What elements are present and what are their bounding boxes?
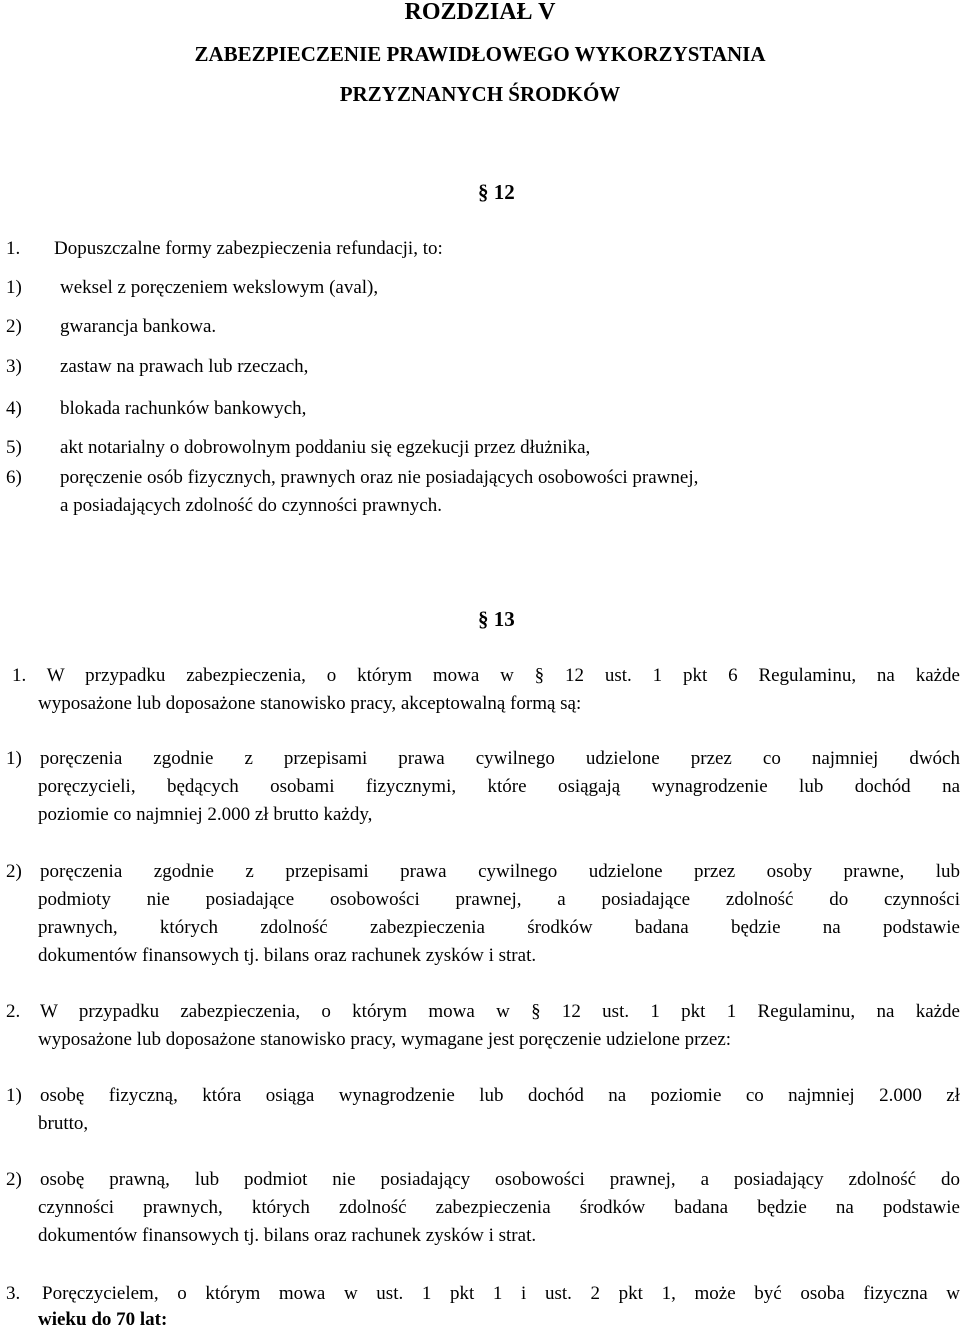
chapter-title: ROZDZIAŁ V	[404, 0, 556, 25]
section-13-p2-item-2-cont	[38, 1194, 960, 1250]
list-item-text: gwarancja bankowa.	[60, 316, 217, 337]
paragraph-line: poręczenia zgodnie z przepisami prawa cywilnego udzielone przez osoby prawne, lub	[40, 861, 960, 882]
section-13-paragraph-3	[42, 1280, 960, 1308]
section-13-p1-item-2	[40, 858, 960, 886]
list-item-number: 4)	[6, 398, 22, 419]
section-13-p2-item-2	[40, 1166, 960, 1194]
paragraph-line: poziomie co najmniej 2.000 zł brutto każdy,	[38, 804, 373, 825]
list-item-number: 1)	[6, 277, 22, 298]
paragraph-line: podmioty nie posiadające osobowości prawnej, a posiadające zdolność do czynności	[38, 889, 960, 910]
list-item-number: 1)	[6, 748, 22, 769]
paragraph-line: wyposażone lub doposażone stanowisko pracy, wymagane jest poręczenie udzielone przez:	[38, 1029, 732, 1050]
paragraph-line: dokumentów finansowych tj. bilans oraz rachunek zysków i strat.	[38, 945, 537, 966]
list-item-text: zastaw na prawach lub rzeczach,	[60, 356, 309, 377]
paragraph-line-bold: wieku do 70 lat:	[38, 1309, 168, 1330]
paragraph-line: dokumentów finansowych tj. bilans oraz rachunek zysków i strat.	[38, 1225, 537, 1246]
list-item-number: 1)	[6, 1085, 22, 1106]
list-item-number: 2)	[6, 861, 22, 882]
section-13-paragraph-2	[40, 998, 960, 1026]
paragraph-line: osobę prawną, lub podmiot nie posiadający osobowości prawnej, a posiadający zdolność do	[40, 1169, 960, 1190]
paragraph-number: 3.	[6, 1283, 21, 1304]
section-12-heading: § 12	[478, 180, 515, 204]
section-13-paragraph-1-cont	[38, 690, 960, 718]
list-item-text: blokada rachunków bankowych,	[60, 398, 307, 419]
paragraph-line: Poręczycielem, o którym mowa w ust. 1 pkt 1 i ust. 2 pkt 1, może być osoba fizyczna w	[42, 1283, 960, 1304]
section-12-intro-number: 1.	[6, 238, 21, 259]
chapter-subtitle-line2: PRZYZNANYCH ŚRODKÓW	[339, 82, 621, 106]
paragraph-number: 2.	[6, 1001, 21, 1022]
list-item-text: weksel z poręczeniem wekslowym (aval),	[60, 277, 379, 298]
list-item-number: 2)	[6, 1169, 22, 1190]
list-item-number: 3)	[6, 356, 22, 377]
paragraph-line: wyposażone lub doposażone stanowisko pracy, akceptowalną formą są:	[38, 693, 582, 714]
list-item-text: akt notarialny o dobrowolnym poddaniu się egzekucji przez dłużnika,	[60, 437, 591, 458]
list-item-continuation: a posiadających zdolność do czynności prawnych.	[60, 495, 442, 516]
list-item-text: poręczenie osób fizycznych, prawnych oraz nie posiadających osobowości prawnej,	[60, 467, 699, 488]
list-item-number: 5)	[6, 437, 22, 458]
paragraph-line: prawnych, których zdolność zabezpieczenia środków badana będzie na podstawie	[38, 917, 960, 938]
section-13-p2-item-1-cont	[38, 1110, 960, 1138]
section-13-p1-item-1-cont	[38, 773, 960, 829]
chapter-subtitle-line1: ZABEZPIECZENIE PRAWIDŁOWEGO WYKORZYSTANIA	[194, 42, 766, 66]
section-12-intro-text: Dopuszczalne formy zabezpieczenia refundacji, to:	[54, 238, 443, 259]
section-13-p1-item-2-cont	[38, 886, 960, 970]
paragraph-line: osobę fizyczną, która osiąga wynagrodzenie lub dochód na poziomie co najmniej 2.000 zł	[40, 1085, 960, 1106]
paragraph-line: poręczycieli, będących osobami fizycznymi, które osiągają wynagrodzenie lub dochód na	[38, 776, 960, 797]
list-item-number: 6)	[6, 467, 22, 488]
section-13-paragraph-1	[12, 662, 960, 690]
paragraph-line: W przypadku zabezpieczenia, o którym mowa w § 12 ust. 1 pkt 1 Regulaminu, na każde	[40, 1001, 960, 1022]
section-13-p1-item-1	[40, 745, 960, 773]
paragraph-line: brutto,	[38, 1113, 89, 1134]
list-item-number: 2)	[6, 316, 22, 337]
section-13-paragraph-2-cont	[38, 1026, 960, 1054]
paragraph-line: poręczenia zgodnie z przepisami prawa cywilnego udzielone przez co najmniej dwóch	[40, 748, 960, 769]
section-13-heading: § 13	[478, 607, 515, 631]
paragraph-line: czynności prawnych, których zdolność zabezpieczenia środków badana będzie na podstawie	[38, 1197, 960, 1218]
section-13-p2-item-1	[40, 1082, 960, 1110]
paragraph-line: 1. W przypadku zabezpieczenia, o którym mowa w § 12 ust. 1 pkt 6 Regulaminu, na każde	[12, 665, 960, 686]
